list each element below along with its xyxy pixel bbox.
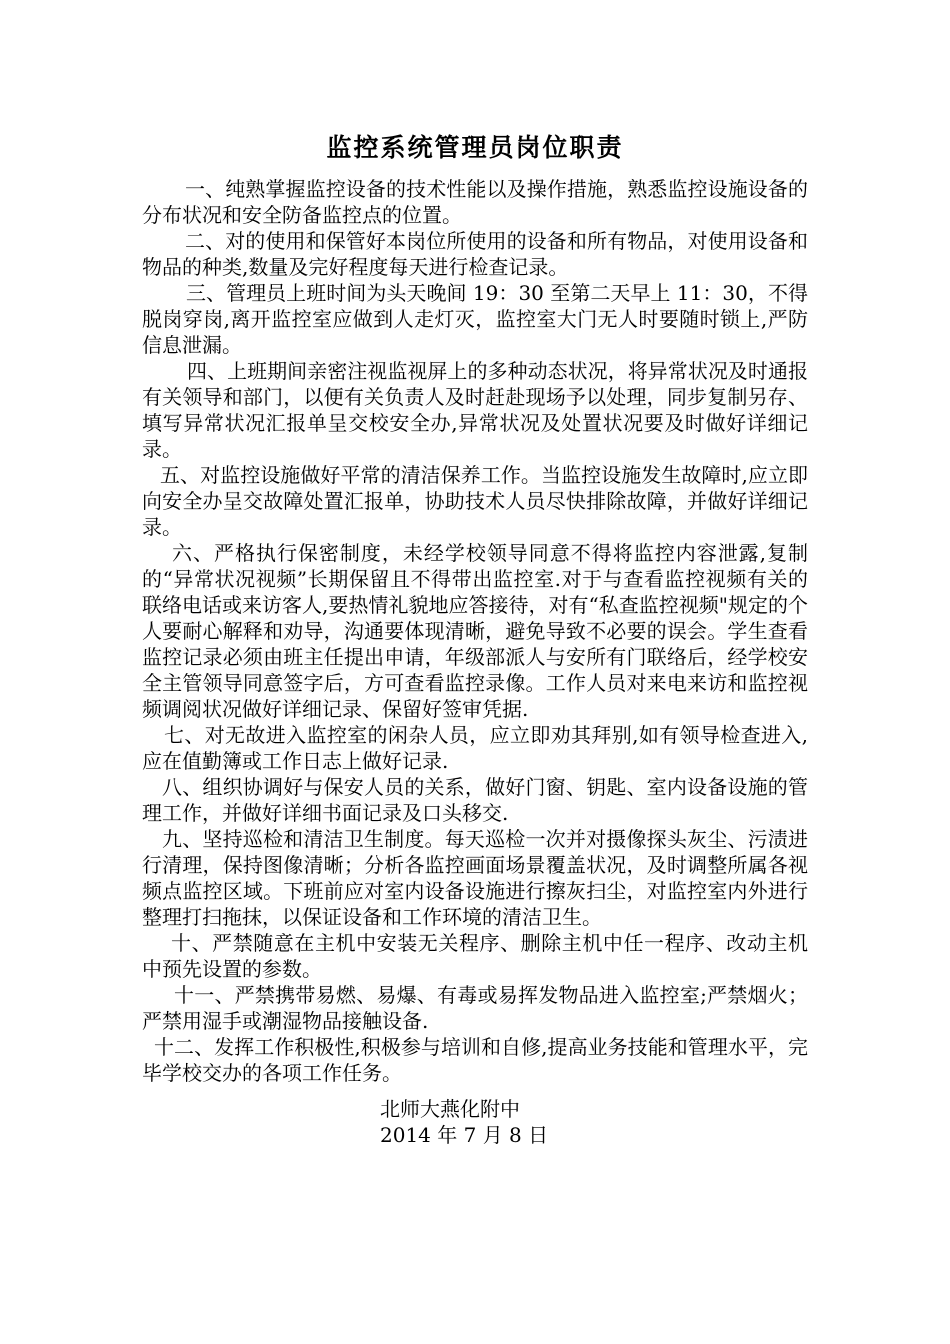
paragraph-3: 三、管理员上班时间为头天晚间 19：30 至第二天早上 11：30，不得脱岗穿岗,离开监控室应做到人走灯灭，监控室大门无人时要随时锁上,严防信息泄漏。 (142, 281, 808, 357)
paragraph-12: 十二、发挥工作积极性,积极参与培训和自修,提高业务技能和管理水平，完毕学校交办的各项工作任务。 (142, 1035, 808, 1085)
document-title: 监控系统管理员岗位职责 (326, 133, 624, 162)
paragraph-2: 二、对的使用和保管好本岗位所使用的设备和所有物品，对使用设备和物品的种类,数量及完好程度每天进行检查记录。 (142, 229, 808, 279)
paragraph-11: 十一、严禁携带易燃、易爆、有毒或易挥发物品进入监控室;严禁烟火；严禁用湿手或潮湿物品接触设备. (142, 983, 808, 1033)
paragraph-4: 四、上班期间亲密注视监视屏上的多种动态状况，将异常状况及时通报有关领导和部门，以便有关负责人及时赶赴现场予以处理，同步复制另存、填写异常状况汇报单呈交校安全办,异常状况及处置状况要及时做好详细记录。 (142, 359, 808, 461)
signature-block (380, 1096, 548, 1148)
signature-organization: 北师大燕化附中 (380, 1097, 520, 1121)
paragraph-5: 五、对监控设施做好平常的清洁保养工作。当监控设施发生故障时,应立即向安全办呈交故障处置汇报单，协助技术人员尽快排除故障，并做好详细记录。 (142, 463, 808, 539)
paragraph-1: 一、纯熟掌握监控设备的技术性能以及操作措施，熟悉监控设施设备的分布状况和安全防备监控点的位置。 (142, 177, 808, 227)
paragraph-7: 七、对无故进入监控室的闲杂人员，应立即劝其拜别,如有领导检查进入,应在值勤簿或工作日志上做好记录. (142, 723, 808, 773)
paragraph-6: 六、严格执行保密制度，未经学校领导同意不得将监控内容泄露,复制的“异常状况视频”长期保留且不得带出监控室.对于与查看监控视频有关的联络电话或来访客人,要热情礼貌地应答接待，对有“私查监控视频"规定的个人要耐心解释和劝导，沟通要体现清晰，避免导致不必要的误会。学生查看监控记录必须由班主任提出申请，年级部派人与安所有门联络后，经学校安全主管领导同意签字后，方可查看监控录像。工作人员对来电来访和监控视频调阅状况做好详细记录、保留好签审凭据. (142, 541, 808, 721)
signature-date: 2014 年 7 月 8 日 (380, 1123, 549, 1147)
paragraph-9: 九、坚持巡检和清洁卫生制度。每天巡检一次并对摄像探头灰尘、污渍进行清理，保持图像清晰；分析各监控画面场景覆盖状况，及时调整所属各视频点监控区域。下班前应对室内设备设施进行擦灰扫尘，对监控室内外进行整理打扫拖抹，以保证设备和工作环境的清洁卫生。 (142, 827, 808, 929)
paragraph-10: 十、严禁随意在主机中安装无关程序、删除主机中任一程序、改动主机中预先设置的参数。 (142, 931, 808, 981)
paragraph-8: 八、组织协调好与保安人员的关系，做好门窗、钥匙、室内设备设施的管理工作，并做好详细书面记录及口头移交. (142, 775, 808, 825)
document-body (142, 176, 808, 1086)
